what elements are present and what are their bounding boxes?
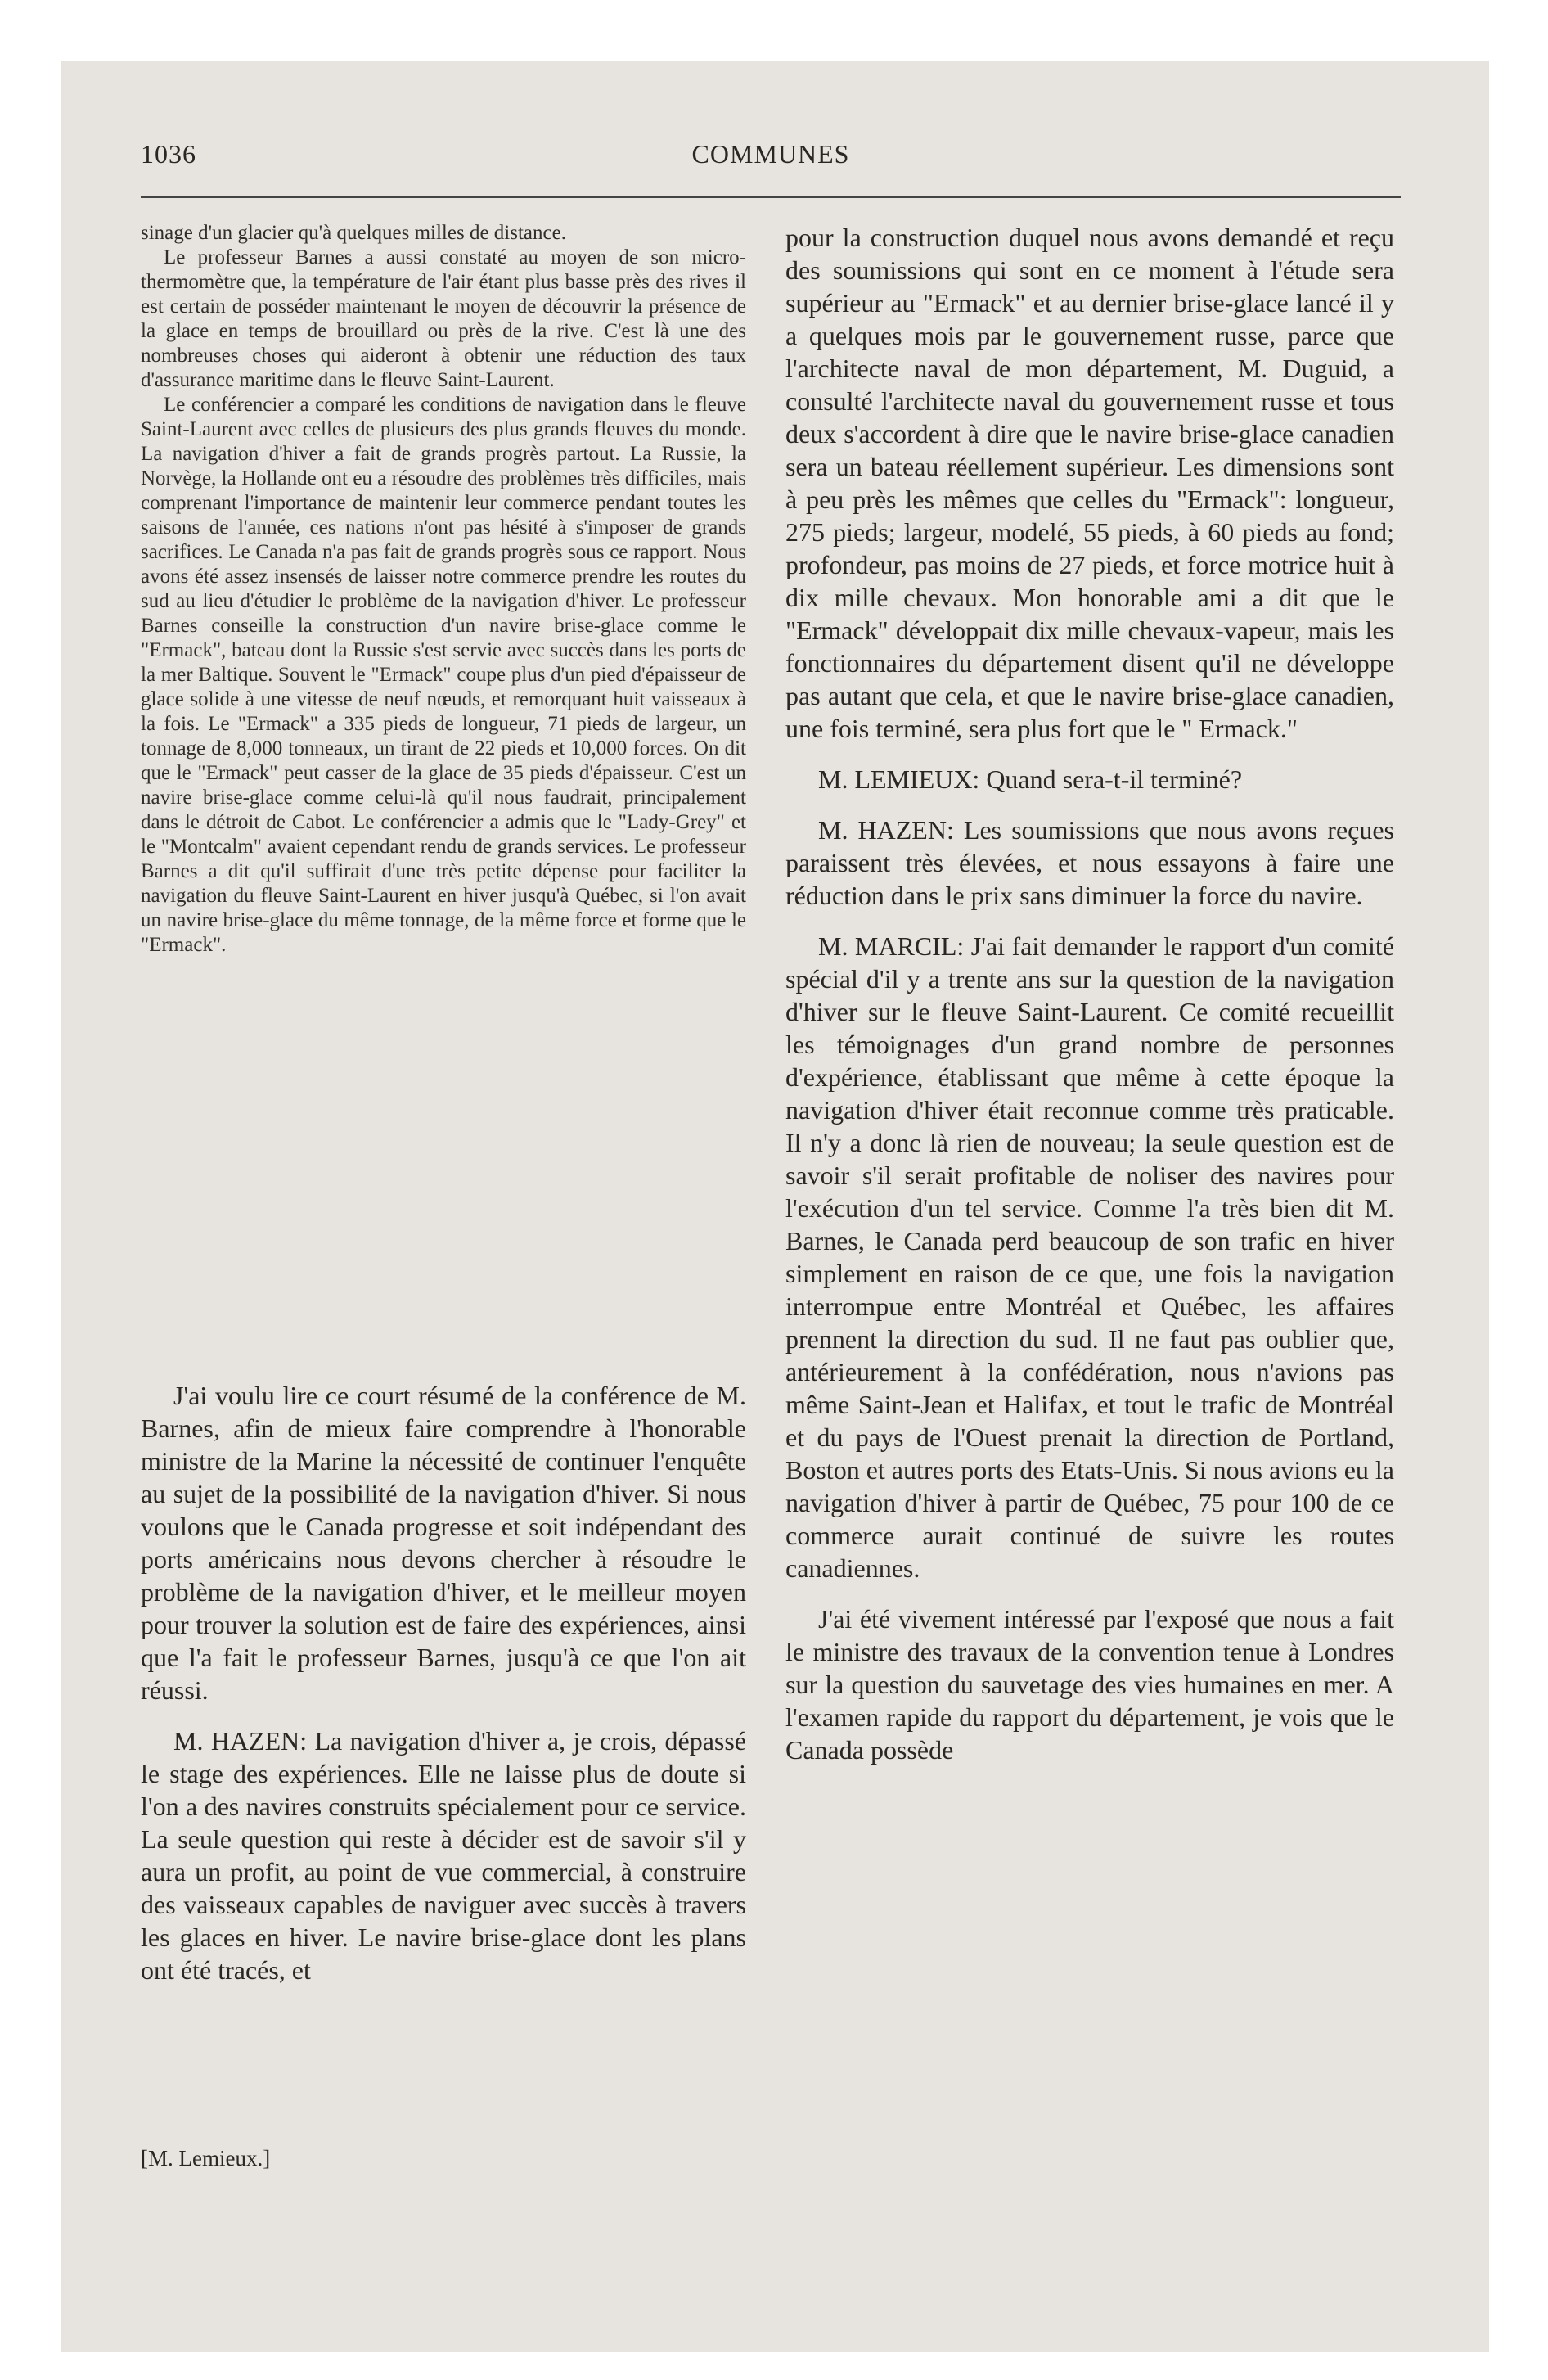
header-rule xyxy=(141,196,1401,198)
speech-paragraph: M. MARCIL: J'ai fait demander le rapport d'un comité spécial d'il y a trente ans sur la question de la navigation d'hiver sur le fleuve Saint-Laurent. Ce comité recueillit les témoignages d'un grand nombre de personnes d'expérience, établissant que même à cette époque la navigation d'hiver était reconnue comme très praticable. Il n'y a donc là rien de nouveau; la seule question est de savoir s'il serait profitable de noliser des navires pour l'exécution d'un tel service. Comme l'a très bien dit M. Barnes, le Canada perd beaucoup de son trafic en hiver simplement en raison de ce que, une fois la navigation interrompue entre Montréal et Québec, les affaires prennent la direction du sud. Il ne faut pas oublier que, antérieurement à la confédération, nous n'avions pas même Saint-Jean et Halifax, et tout le trafic de Montréal et du pays de l'Ouest prenait la direction de Portland, Boston et autres ports des Etats-Unis. Si nous avions eu la navigation d'hiver à partir de Québec, 75 pour 100 de ce commerce aurait continué de suivre les routes canadiennes. xyxy=(785,931,1394,1583)
summary-paragraph: sinage d'un glacier qu'à quelques milles de distance. xyxy=(141,222,566,244)
summary-paragraph: Le professeur Barnes a aussi constaté au moyen de son micro-thermomètre que, la température de l'air étant plus basse près des rives il est certain de posséder maintenant le moyen de découvrir la présence de la glace en temps de brouillard ou près de la rive. C'est là une des nombreuses choses qui aideront à obtenir une réduction des taux d'assurance maritime dans le fleuve Saint-Laurent. xyxy=(141,246,746,391)
speaker-signature: [M. Lemieux.] xyxy=(141,2146,271,2170)
left-column-speech xyxy=(141,1379,746,2004)
speech-paragraph: pour la construction duquel nous avons demandé et reçu des soumissions qui sont en ce moment à l'étude sera supérieur au "Ermack" et au dernier brise-glace lancé il y a quelques mois par le gouvernement russe, parce que l'architecte naval de mon département, M. Duguid, a consulté l'architecte naval du gouvernement russe et tous deux s'accordent à dire que le navire brise-glace canadien sera un bateau réellement supérieur. Les dimensions sont à peu près les mêmes que celles du "Ermack": longueur, 275 pieds; largeur, modelé, 55 pieds, à 60 pieds au fond; profondeur, pas moins de 27 pieds, et force motrice huit à dix mille chevaux. Mon honorable ami a dit que le "Ermack" développait dix mille chevaux-vapeur, mais les fonctionnaires du département disent qu'il ne développe pas autant que cela, et que le navire brise-glace canadien, une fois terminé, sera plus fort que le " Ermack." xyxy=(785,223,1394,743)
speech-paragraph: J'ai voulu lire ce court résumé de la conférence de M. Barnes, afin de mieux faire comprendre à l'honorable ministre de la Marine la nécessité de continuer l'enquête au sujet de la possibilité de la navigation d'hiver. Si nous voulons que le Canada progresse et soit indépendant des ports américains nous devons chercher à résoudre le problème de la navigation d'hiver, et le meilleur moyen pour trouver la solution est de faire des expériences, ainsi que l'a fait le professeur Barnes, jusqu'à ce que l'on ait réussi. xyxy=(141,1381,746,1705)
speech-paragraph: M. HAZEN: Les soumissions que nous avons reçues paraissent très élevées, et nous essayons à faire une réduction dans le prix sans diminuer la force du navire. xyxy=(785,815,1394,910)
page-number: 1036 xyxy=(141,139,196,169)
speech-paragraph: M. HAZEN: La navigation d'hiver a, je crois, dépassé le stage des expériences. Elle ne laisse plus de doute si l'on a des navires construits spécialement pour ce service. La seule question qui reste à décider est de savoir s'il y aura un profit, au point de vue commercial, à construire des vaisseaux capables de naviguer avec succès à travers les glaces en hiver. Le navire brise-glace dont les plans ont été tracés, et xyxy=(141,1726,746,1985)
right-column-speech xyxy=(785,221,1394,1784)
running-title: COMMUNES xyxy=(691,139,850,169)
speech-paragraph: J'ai été vivement intéressé par l'exposé que nous a fait le ministre des travaux de la convention tenue à Londres sur la question du sauvetage des vies humaines en mer. A l'examen rapide du rapport du département, je vois que le Canada possède xyxy=(785,1604,1394,1765)
speech-paragraph: M. LEMIEUX: Quand sera-t-il terminé? xyxy=(818,764,1243,794)
summary-paragraph: Le conférencier a comparé les conditions de navigation dans le fleuve Saint-Laurent avec celles de plusieurs des plus grands fleuves du monde. La navigation d'hiver a fait de grands progrès partout. La Russie, la Norvège, la Hollande ont eu a résoudre des problèmes très difficiles, mais comprenant l'importance de maintenir leur commerce pendant toutes les saisons de l'année, ces nations n'ont pas hésité à s'imposer de grands sacrifices. Le Canada n'a pas fait de grands progrès sous ce rapport. Nous avons été assez insensés de laisser notre commerce prendre les routes du sud au lieu d'étudier le problème de la navigation d'hiver. Le professeur Barnes conseille la construction d'un navire brise-glace comme le "Ermack", bateau dont la Russie s'est servie avec succès dans les ports de la mer Baltique. Souvent le "Ermack" coupe plus d'un pied d'épaisseur de glace solide à une vitesse de neuf nœuds, et remorquant huit vaisseaux à la fois. Le "Ermack" a 335 pieds de longueur, 71 pieds de largeur, un tonnage de 8,000 tonneaux, un tirant de 22 pieds et 10,000 forces. On dit que le "Ermack" peut casser de la glace de 35 pieds d'épaisseur. C'est un navire brise-glace comme celui-là qu'il nous faudrait, principalement dans le détroit de Cabot. Le conférencier a admis que le "Lady-Grey" et le "Montcalm" avaient cependant rendu de grands services. Le professeur Barnes a dit qu'il suffirait d'une très petite dépense pour faciliter la navigation du fleuve Saint-Laurent en hiver jusqu'à Québec, si l'on avait un navire brise-glace du même tonnage, de la même force et forme que le "Ermack". xyxy=(141,394,746,956)
page-header xyxy=(141,134,1401,183)
left-column-summary xyxy=(141,221,746,958)
